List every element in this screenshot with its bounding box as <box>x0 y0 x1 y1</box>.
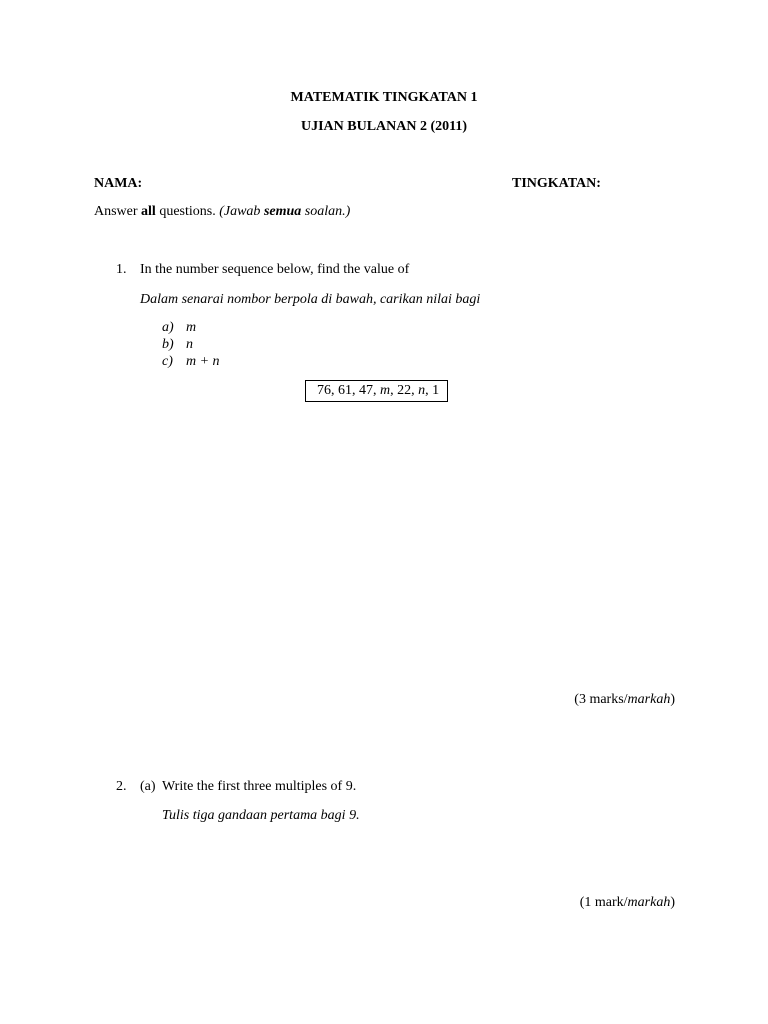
name-label: NAMA: <box>94 176 143 191</box>
instructions-malay-prefix: (Jawab <box>219 204 264 219</box>
q2-marks <box>580 895 675 910</box>
q1-part-a-expr: m <box>186 320 197 335</box>
instructions <box>94 204 350 219</box>
number-sequence-box <box>305 380 448 402</box>
form-label: TINGKATAN: <box>512 176 601 191</box>
instructions-malay-suffix: soalan.) <box>301 204 351 219</box>
sequence-part-a: 76, 61, 47, <box>317 383 380 398</box>
instructions-prefix: Answer <box>94 204 142 219</box>
q2-marks-word: markah <box>627 895 671 910</box>
exam-subtitle: UJIAN BULANAN 2 (2011) <box>300 119 468 134</box>
instructions-suffix: questions. <box>155 204 220 219</box>
q2-part-label: (a) <box>140 779 156 794</box>
q1-text-en: In the number sequence below, find the value of <box>140 262 410 277</box>
instructions-malay-bold: semua <box>263 204 302 219</box>
sequence-part-b: , 22, <box>390 383 419 398</box>
q2-number: 2. <box>116 779 127 794</box>
sequence-part-c: , 1 <box>425 383 440 398</box>
instructions-bold: all <box>141 204 156 219</box>
q2-marks-close: ) <box>670 895 675 910</box>
q1-part-a-label: a) <box>162 320 174 335</box>
q2-text-ms: Tulis tiga gandaan pertama bagi 9. <box>162 808 360 823</box>
q1-marks-word: markah <box>627 692 671 707</box>
q1-part-b-label: b) <box>162 337 174 352</box>
q1-part-c-expr: m + n <box>186 354 220 369</box>
q2-marks-open: (1 mark/ <box>579 895 628 910</box>
exam-title: MATEMATIK TINGKATAN 1 <box>290 90 478 105</box>
q1-marks <box>574 692 675 707</box>
q1-marks-open: (3 marks/ <box>574 692 628 707</box>
q1-part-b-expr: n <box>186 337 193 352</box>
q1-text-ms: Dalam senarai nombor berpola di bawah, carikan nilai bagi <box>140 292 481 307</box>
q2-text-en: Write the first three multiples of 9. <box>162 779 357 794</box>
q1-number: 1. <box>116 262 127 277</box>
q1-part-c-label: c) <box>162 354 173 369</box>
q1-marks-close: ) <box>670 692 675 707</box>
sequence-n: n <box>418 383 426 398</box>
sequence-m: m <box>380 383 391 398</box>
